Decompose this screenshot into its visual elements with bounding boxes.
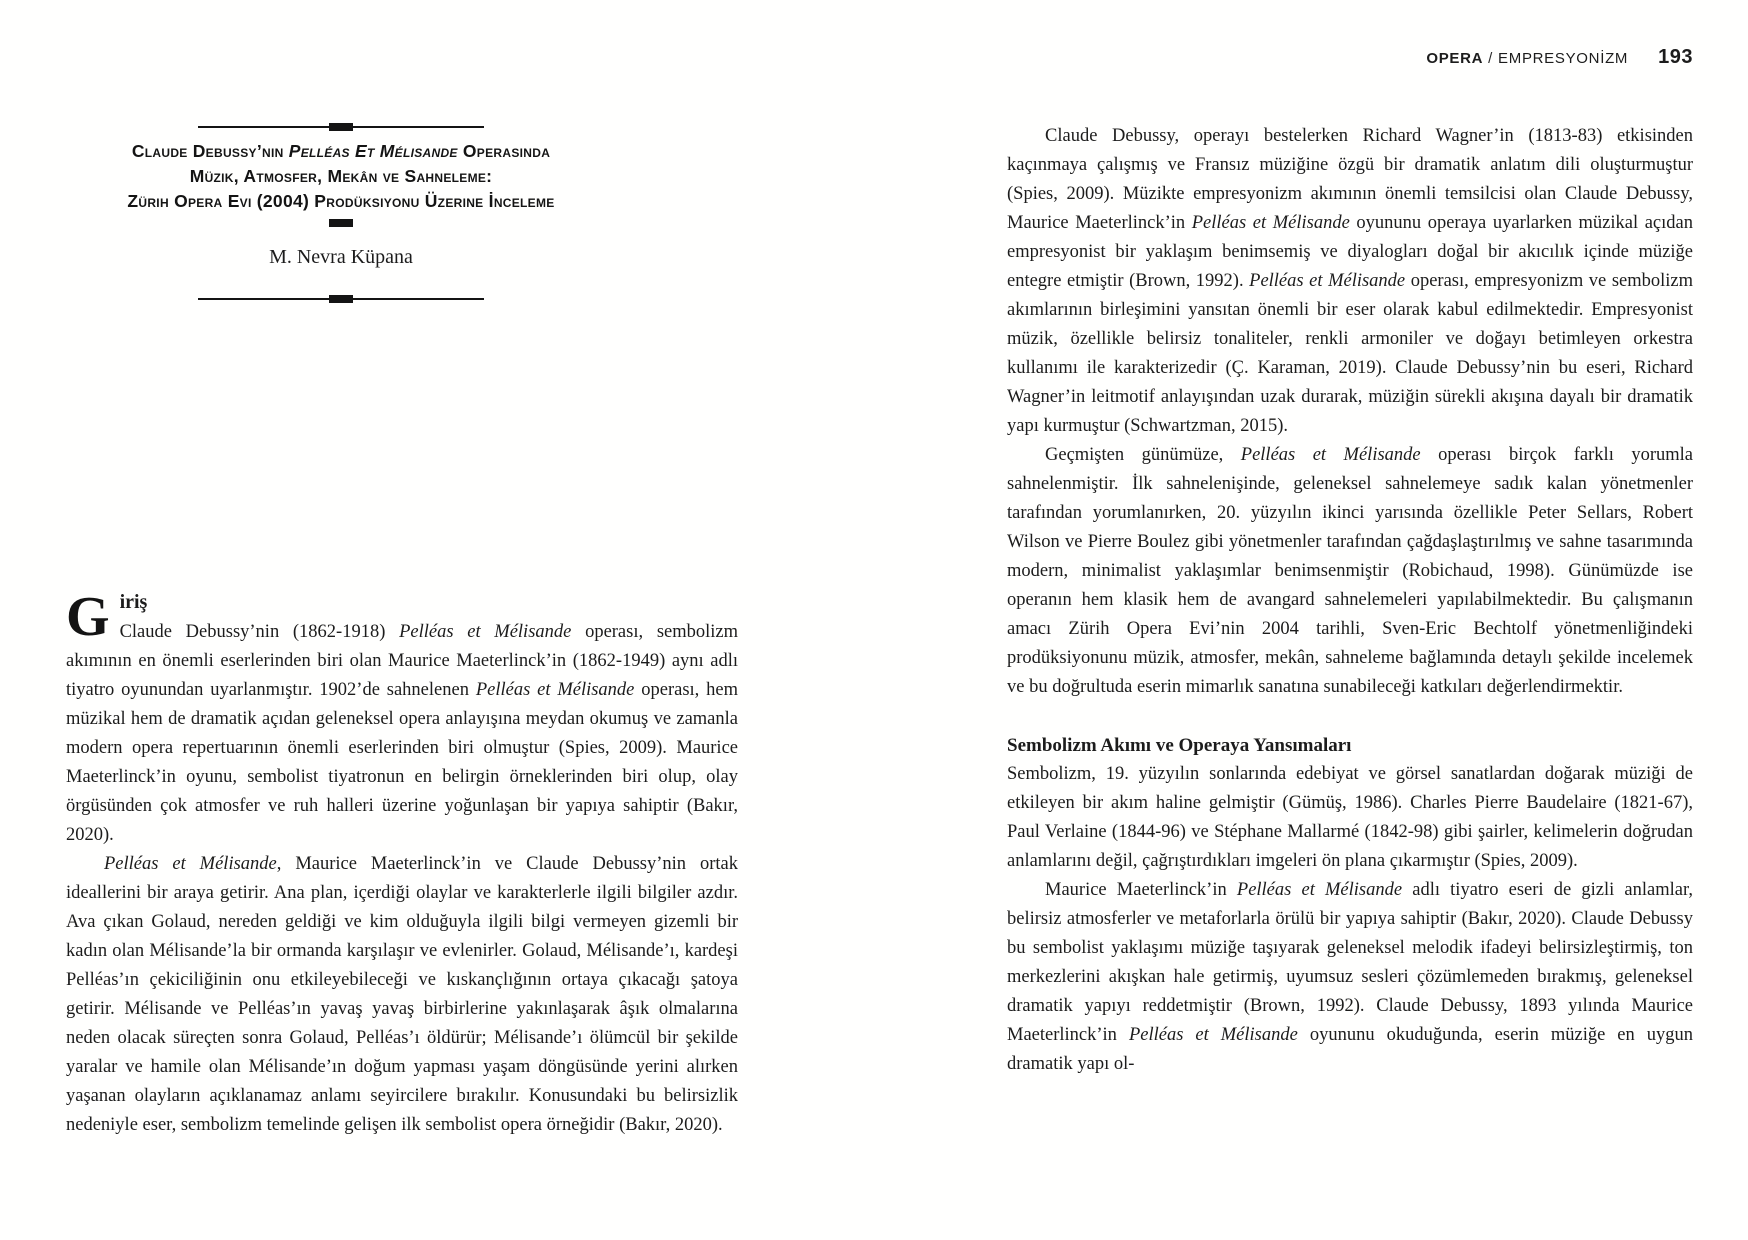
right-page-text	[1007, 122, 1693, 1079]
text-run: , Maurice Maeterlinck’in ve Claude Debussy’nin ortak ideallerini bir araya getirir. Ana plan, içerdiği olaylar ve karakterlerle ilgili bilgiler azdır. Ava çıkan Golaud, nereden geldiği ve kim olduğuyla ilgili bilgi vermeyen gizemli bir kadın olan Mélisande’la bir ormanda karşılaşır ve evlenirler. Golaud, Mélisande’ı, kardeşi Pelléas’ın çekiciliğinin onu etkileyebileceği ve kıskançlığının ortaya çıkacağı şatoya getirir. Mélisande ve Pelléas’ın yavaş yavaş birbirlerine yakınlaşarak âşık olmalarına neden olacak süreçten sonra Golaud, Pelléas’ı öldürür; Mélisande’ı ölümcül bir şekilde yaralar ve hamile olan Mélisande’ın doğum yapması yaşam döngüsünde yerini alırken yaşanan olayların açıklanamaz anlamı seyircilere bırakılır. Konusundaki bu belirsizlik nedeniyle eser, sembolizm temelinde gelişen ilk sembolist opera örneğidir (Bakır, 2020).	[66, 854, 738, 1135]
italic-text-run: Pelléas et Mélisande	[1240, 445, 1421, 465]
italic-text-run: Pelléas et Mélisande	[1249, 271, 1406, 291]
text-run: oyununu operaya uyarlarken müzikal açıdan empresyonist bir yaklaşım benimsemiş ve diyalogları doğal bir akıcılık içinde müziğe entegre etmiştir (Brown, 1992).	[1007, 213, 1693, 291]
chapter-title	[66, 139, 616, 214]
text-run: Claude Debussy, operayı bestelerken Richard Wagner’in (1813-83) etkisinden kaçınmaya çalışmış ve Fransız müziğine özgü bir dramatik anlatım dili oluşturmuştur (Spies, 2009). Müzikte empresyonizm akımının önemli temsilcisi olan Claude Debussy, Maurice Maeterlinck’in	[1007, 126, 1693, 233]
subsection-heading: Sembolizm Akımı ve Operaya Yansımaları	[1007, 735, 1352, 756]
text-run: Sembolizm, 19. yüzyılın sonlarında edebiyat ve görsel sanatlardan doğarak müziği de etkileyen bir akım haline gelmiştir (Gümüş, 1986). Charles Pierre Baudelaire (1821-67), Paul Verlaine (1844-96) ve Stéphane Mallarmé (1842-98) gibi şairler, kelimelerin doğrudan anlamlarını değil, çağrıştırdıkları imgeleri ön plana çıkarmıştır (Spies, 2009).	[1007, 764, 1693, 871]
ornament-square-icon	[329, 295, 353, 303]
section-heading-label: iriş	[119, 591, 148, 613]
italic-text-run: Mélisande	[1220, 1025, 1298, 1045]
chapter-title-line	[66, 164, 616, 189]
introduction-section-text	[66, 588, 738, 1140]
chapter-title-line	[66, 139, 616, 164]
text-run: oyununu okuduğunda, eserin müziğe en uygun dramatik yapı ol-	[1007, 1025, 1694, 1074]
paragraph	[1007, 122, 1693, 441]
italic-text-run: Pelléas et Mélisande	[1191, 213, 1350, 233]
italic-text-run: Pelléas et	[1128, 1025, 1209, 1045]
text-run: Claude Debussy’nin (1862-1918)	[119, 622, 400, 642]
ornament-rule-top	[198, 126, 484, 128]
left-page-column	[66, 0, 738, 1240]
text-run: Zürih Opera Evi (2004) Prodüksiyonu Üzerine İnceleme	[127, 191, 555, 211]
paragraph	[66, 618, 738, 850]
text-run: operası birçok farklı yorumla sahnelenmiştir. İlk sahnelenişinde, geleneksel sahnelemeye sadık kalan yönetmenler tarafından yorumlanırken, 20. yüzyılın ikinci yarısında özellikle Peter Sellars, Robert Wilson ve Pierre Boulez gibi yönetmenler tarafından çağdaşlaştırılmış ve sahne tasarımında modern, minimalist yaklaşımlar benimsenmiştir (Robichaud, 1998). Günümüzde ise operanın hem klasik hem de avangard sahnelemeleri yapılabilmektedir. Bu çalışmanın amacı Zürih Opera Evi’nin 2004 tarihli, Sven-Eric Bechtolf yönetmenliğindeki prodüksiyonunu müzik, atmosfer, mekân, sahneleme bağlamında detaylı şekilde incelemek ve bu doğrultuda eserin mimarlık sanatına sunabileceği katkıları değerlendirmektir.	[1007, 445, 1693, 697]
text-run: operası, hem müzikal hem de dramatik açıdan geleneksel opera anlayışına meydan okumuş ve zamanla modern opera repertuarının önemli eserlerinden biri olmuştur (Spies, 2009). Maurice Maeterlinck’in oyunu, sembolist tiyatronun en belirgin örneklerinden biri olup, olay örgüsünden çok atmosfer ve ruh halleri üzerine yoğunlaşan bir yapıya sahiptir (Bakır, 2020).	[66, 680, 738, 845]
ornament-square-icon	[329, 123, 353, 131]
italic-text-run: Pelléas et Mélisande	[399, 622, 572, 642]
right-page-column	[1007, 0, 1693, 1240]
paragraph	[1007, 441, 1693, 702]
paragraph	[1007, 876, 1693, 1079]
text-run: Müzik, Atmosfer, Mekân ve Sahneleme:	[189, 166, 493, 186]
text-run: operası, sembolizm akımının en önemli eserlerinden biri olan Maurice Maeterlinck’in (1862-1949) aynı adlı tiyatro oyunundan uyarlanmıştır. 1902’de sahnelenen	[66, 622, 738, 700]
italic-text-run: Pelléas et Mélisande	[475, 680, 635, 700]
text-run: Geçmişten günümüze,	[1045, 445, 1241, 465]
text-run: Claude Debussy’nin	[131, 141, 289, 161]
text-run: adlı tiyatro eseri de gizli anlamlar, belirsiz atmosferler ve metaforlarla örülü bir yapıya sahiptir (Bakır, 2020). Claude Debussy bu sembolist yaklaşımı müziğe taşıyarak geleneksel melodik ifadeyi belirsizleştirmiş, ton merkezlerini akışkan hale getirmiş, uyumsuz sesleri çözümlemeden bırakmış, geleneksel dramatik yapıyı reddetmiştir (Brown, 1992). Claude Debussy, 1893 yılında Maurice Maeterlinck’in	[1007, 880, 1693, 1045]
page-number: 193	[1658, 46, 1693, 68]
text-run: Maurice Maeterlinck’in	[1045, 880, 1237, 900]
author-name: M. Nevra Küpana	[269, 246, 413, 268]
text-run: Operasında	[457, 141, 551, 161]
ornament-dash-icon	[329, 219, 353, 227]
italic-text-run: Pelléas et Mélisande	[104, 854, 277, 874]
italic-text-run: Pelléas Et Mélisande	[288, 141, 458, 161]
italic-text-run: Pelléas et Mélisande	[1236, 880, 1403, 900]
ornament-rule-bottom	[198, 298, 484, 300]
chapter-title-line	[66, 189, 616, 214]
paragraph	[66, 850, 738, 1140]
paragraph	[1007, 760, 1693, 876]
running-header-category: OPERA	[1426, 50, 1484, 67]
text-run	[1209, 1025, 1221, 1045]
running-header-separator: /	[1488, 50, 1494, 67]
running-header-topic: EMPRESYONİZM	[1498, 50, 1629, 67]
chapter-title-block	[66, 0, 616, 310]
text-run: operası, empresyonizm ve sembolizm akımlarının birleşimini yansıtan önemli bir eser olarak kabul edilmektedir. Empresyonist müzik, özellikle belirsiz tonaliteler, renkli armoniler ve doğayı betimleyen orkestra kullanımı ile karakterizedir (Ç. Karaman, 2019). Claude Debussy’nin bu eseri, Richard Wagner’in leitmotif anlayışından uzak durarak, müziğin sürekli akışına dayalı bir dramatik yapı kurmuştur (Schwartzman, 2015).	[1007, 271, 1693, 436]
dropcap-letter: G	[66, 586, 110, 648]
